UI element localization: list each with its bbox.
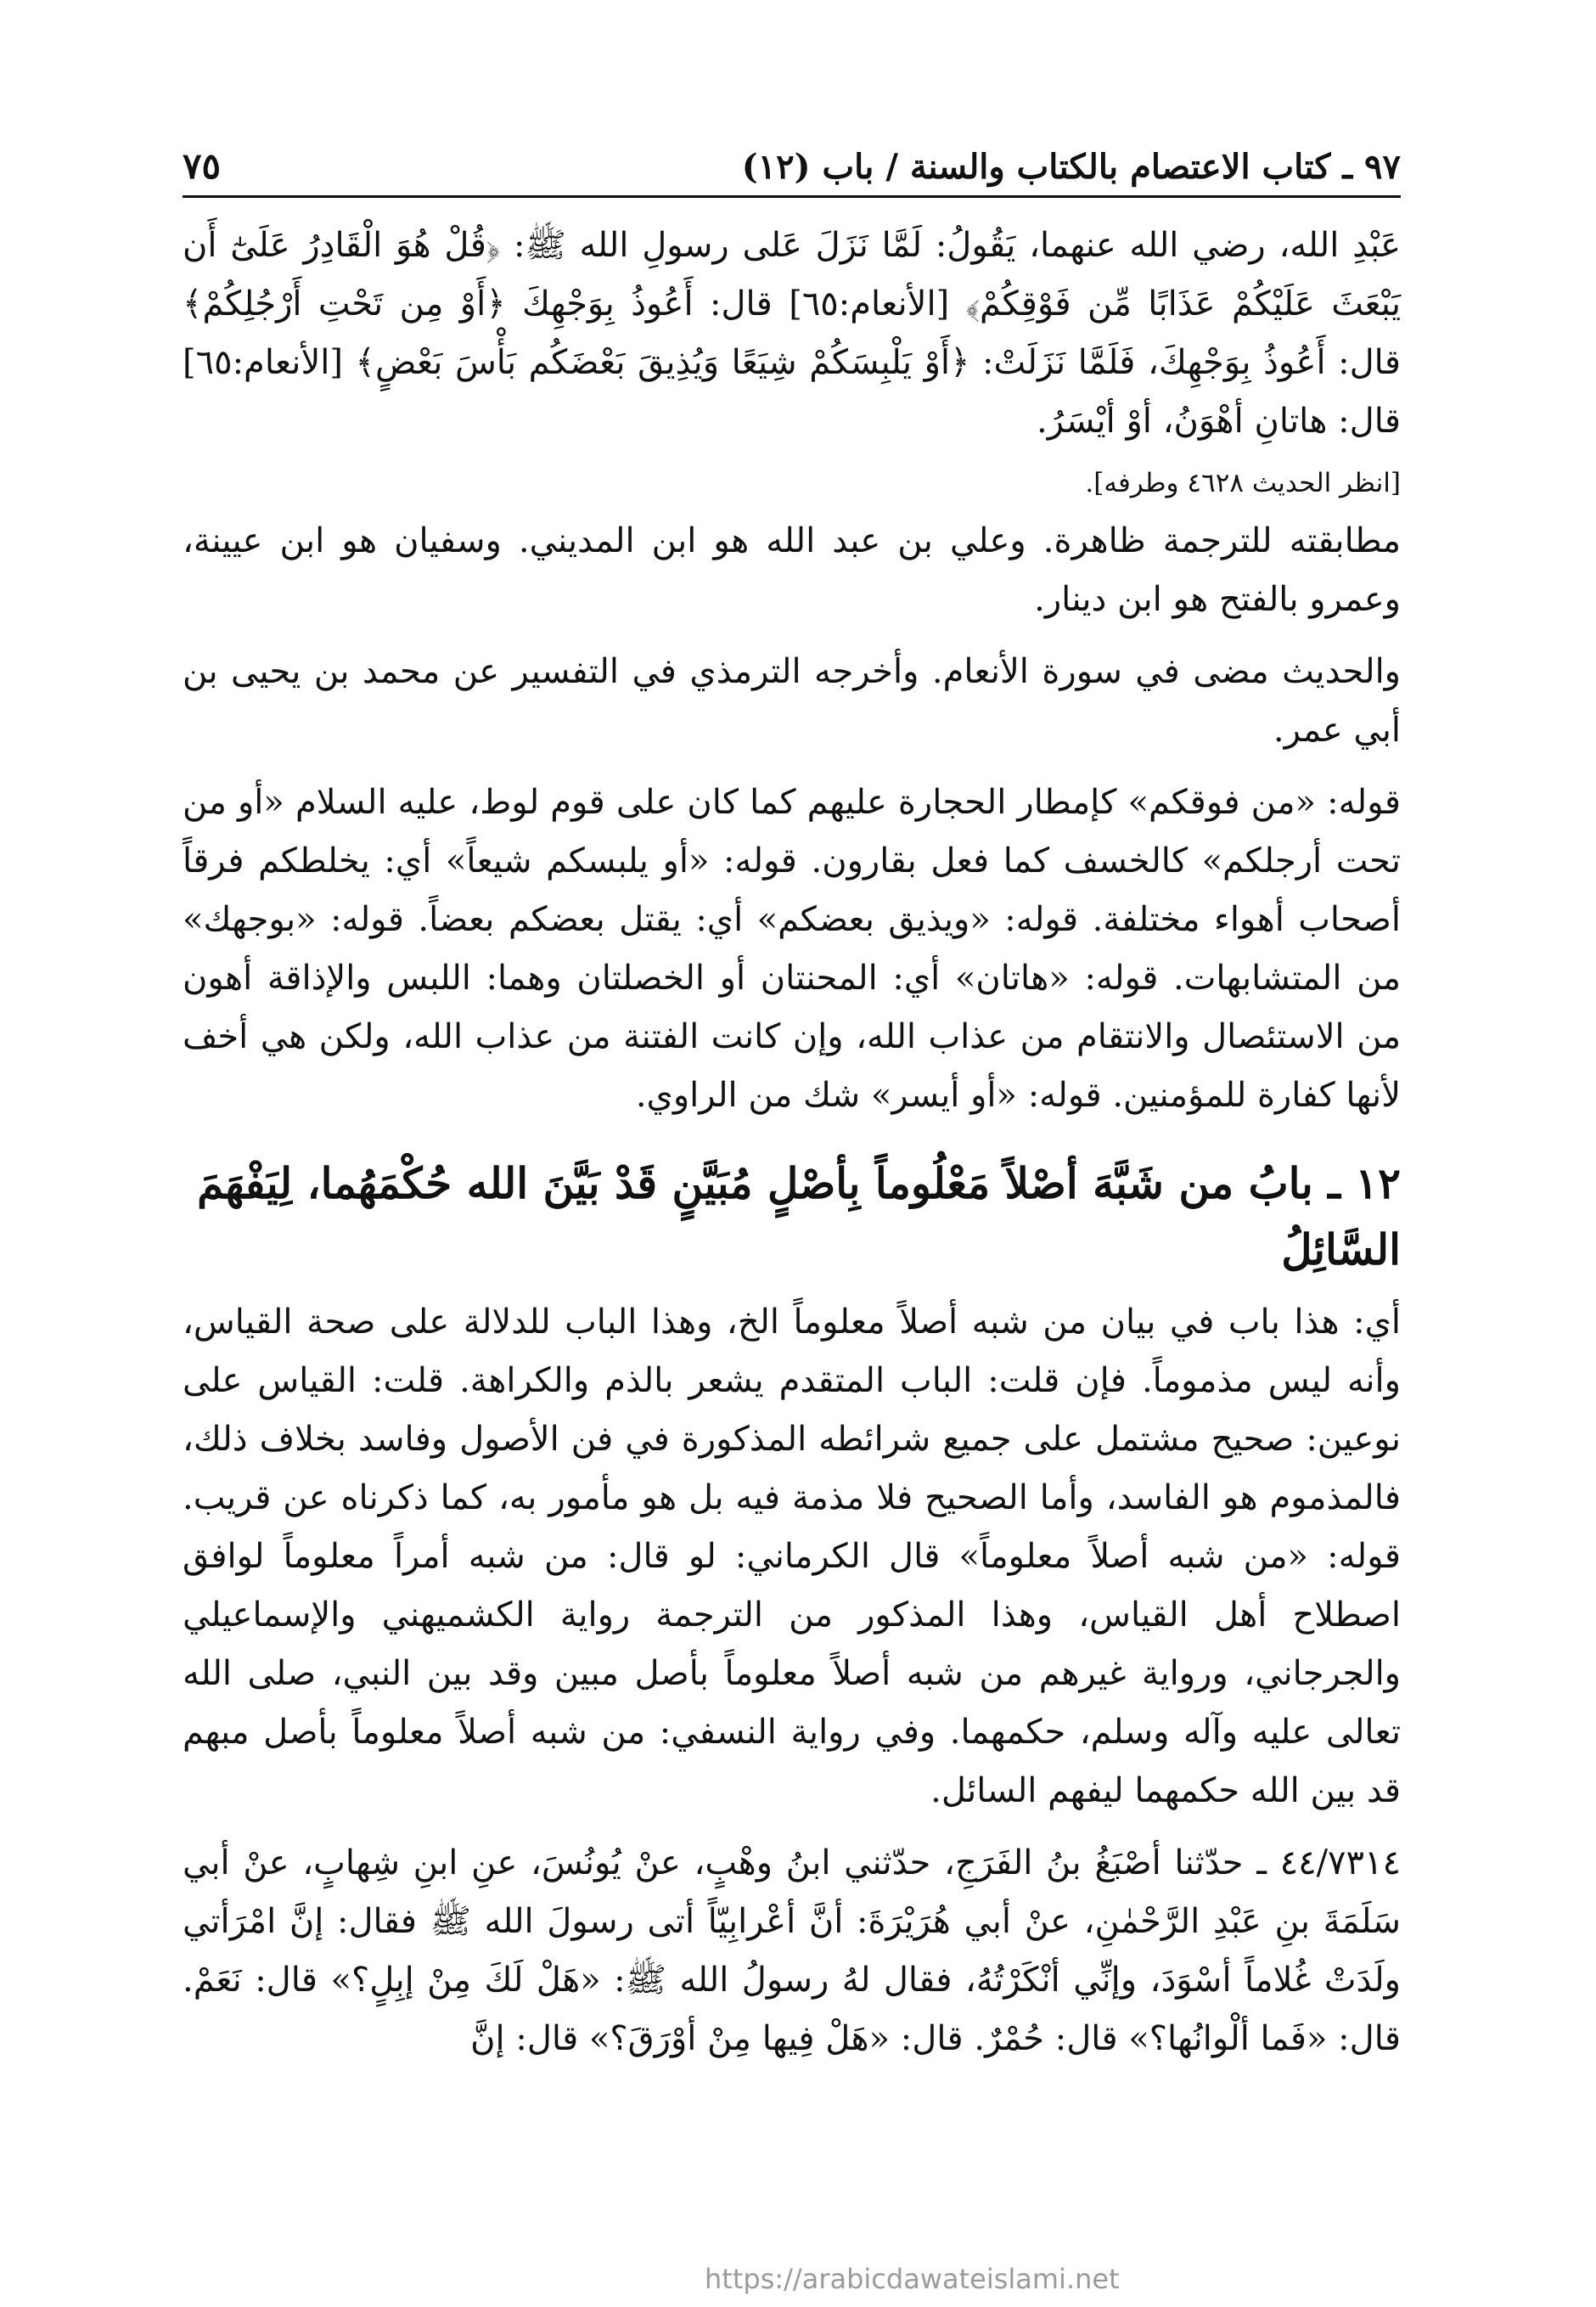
watermark-url: https://arabicdawateislami.net bbox=[705, 2263, 1120, 2295]
page-body bbox=[183, 217, 1401, 2068]
page-number: ٧٥ bbox=[183, 145, 222, 187]
running-title: ٩٧ ـ كتاب الاعتصام بالكتاب والسنة / باب (١٢) bbox=[741, 147, 1401, 187]
hadith-continuation-paragraph: عَبْدِ الله، رضي الله عنهما، يَقُولُ: لَمَّا نَزَلَ عَلى رسولِ الله ﷺ: ﴿قُلْ هُوَ الْقَادِرُ عَلَىٰٓ أَن يَبْعَثَ عَلَيْكُمْ عَذَابًا مِّن فَوْقِكُمْ﴾ [الأنعام:٦٥] قال: أَعُوذُ بِوَجْهِكَ ﴿أَوْ مِن تَحْتِ أَرْجُلِكُمْ﴾ قال: أَعُوذُ بِوَجْهِكَ، فَلَمَّا نَزَلَتْ: ﴿أَوْ يَلْبِسَكُمْ شِيَعًا وَيُذِيقَ بَعْضَكُم بَأْسَ بَعْضٍ﴾ [الأنعام:٦٥] قال: هاتانِ أهْوَنُ، أوْ أيْسَرُ. bbox=[183, 226, 1402, 441]
hadith-paragraph: ٤٤/٧٣١٤ ـ حدّثنا أصْبَغُ بنُ الفَرَجِ، حدّثني ابنُ وهْبٍ، عنْ يُونُسَ، عنِ ابنِ شِهابٍ، عنْ أبي سَلَمَةَ بنِ عَبْدِ الرَّحْمٰنِ، عنْ أبي هُرَيْرَةَ: أنَّ أعْرابِيّاً أتى رسولَ الله ﷺ فقال: إنَّ امْرَأتي ولَدَتْ غُلاماً أسْوَدَ، وإنِّي أنْكَرْتُهُ، فقال لهُ رسولُ الله ﷺ: «هَلْ لَكَ مِنْ إبِلٍ؟» قال: نَعَمْ. قال: «فَما ألْوانُها؟» قال: حُمْرٌ. قال: «هَلْ فِيها مِنْ أوْرَقَ؟» قال: إنَّ bbox=[183, 1843, 1401, 2058]
commentary-paragraph: مطابقته للترجمة ظاهرة. وعلي بن عبد الله هو ابن المديني. وسفيان هو ابن عيينة، وعمرو بالفتح هو ابن دينار. bbox=[183, 521, 1401, 619]
chapter-commentary-paragraph: أي: هذا باب في بيان من شبه أصلاً معلوماً الخ، وهذا الباب للدلالة على صحة القياس، وأنه ليس مذموماً. فإن قلت: الباب المتقدم يشعر بالذم والكراهة. قلت: القياس على نوعين: صحيح مشتمل على جميع شرائطه المذكورة في فن الأصول وفاسد بخلاف ذلك، فالمذموم هو الفاسد، وأما الصحيح فلا مذمة فيه بل هو مأمور به، كما ذكرناه عن قريب. قوله: «من شبه أصلاً معلوماً» قال الكرماني: لو قال: من شبه أمراً معلوماً لوافق اصطلاح أهل القياس، وهذا المذكور من الترجمة رواية الكشميهني والإسماعيلي والجرجاني، ورواية غيرهم من شبه أصلاً معلوماً بأصل مبين وقد بين النبي، صلى الله تعالى عليه وآله وسلم، حكمهما. وفي رواية النسفي: من شبه أصلاً معلوماً بأصل مبهم قد بين الله حكمهما ليفهم السائل. bbox=[183, 1303, 1402, 1810]
running-header bbox=[183, 127, 1401, 198]
cross-reference-note: [انظر الحديث ٤٦٢٨ وطرفه]. bbox=[1085, 468, 1401, 498]
commentary-paragraph: قوله: «من فوقكم» كإمطار الحجارة عليهم كما كان على قوم لوط، عليه السلام «أو من تحت أرجلكم» كالخسف كما فعل بقارون. قوله: «أو يلبسكم شيعاً» أي: يخلطكم فرقاً أصحاب أهواء مختلفة. قوله: «ويذيق بعضكم» أي: يقتل بعضكم بعضاً. قوله: «بوجهك» من المتشابهات. قوله: «هاتان» أي: المحنتان أو الخصلتان وهما: اللبس والإذاقة أهون من الاستئصال والانتقام من عذاب الله، وإن كانت الفتنة من عذاب الله، ولكن هي أخف لأنها كفارة للمؤمنين. قوله: «أو أيسر» شك من الراوي. bbox=[183, 783, 1401, 1115]
commentary-paragraph: والحديث مضى في سورة الأنعام. وأخرجه الترمذي في التفسير عن محمد بن يحيى بن أبي عمر. bbox=[183, 652, 1401, 750]
chapter-heading: ١٢ ـ بابُ من شَبَّهَ أصْلاً مَعْلُوماً بِأصْلٍ مُبَيَّنٍ قَدْ بَيَّنَ الله حُكْمَهُما، لِيَفْهَمَ السَّائِلُ bbox=[197, 1158, 1401, 1274]
